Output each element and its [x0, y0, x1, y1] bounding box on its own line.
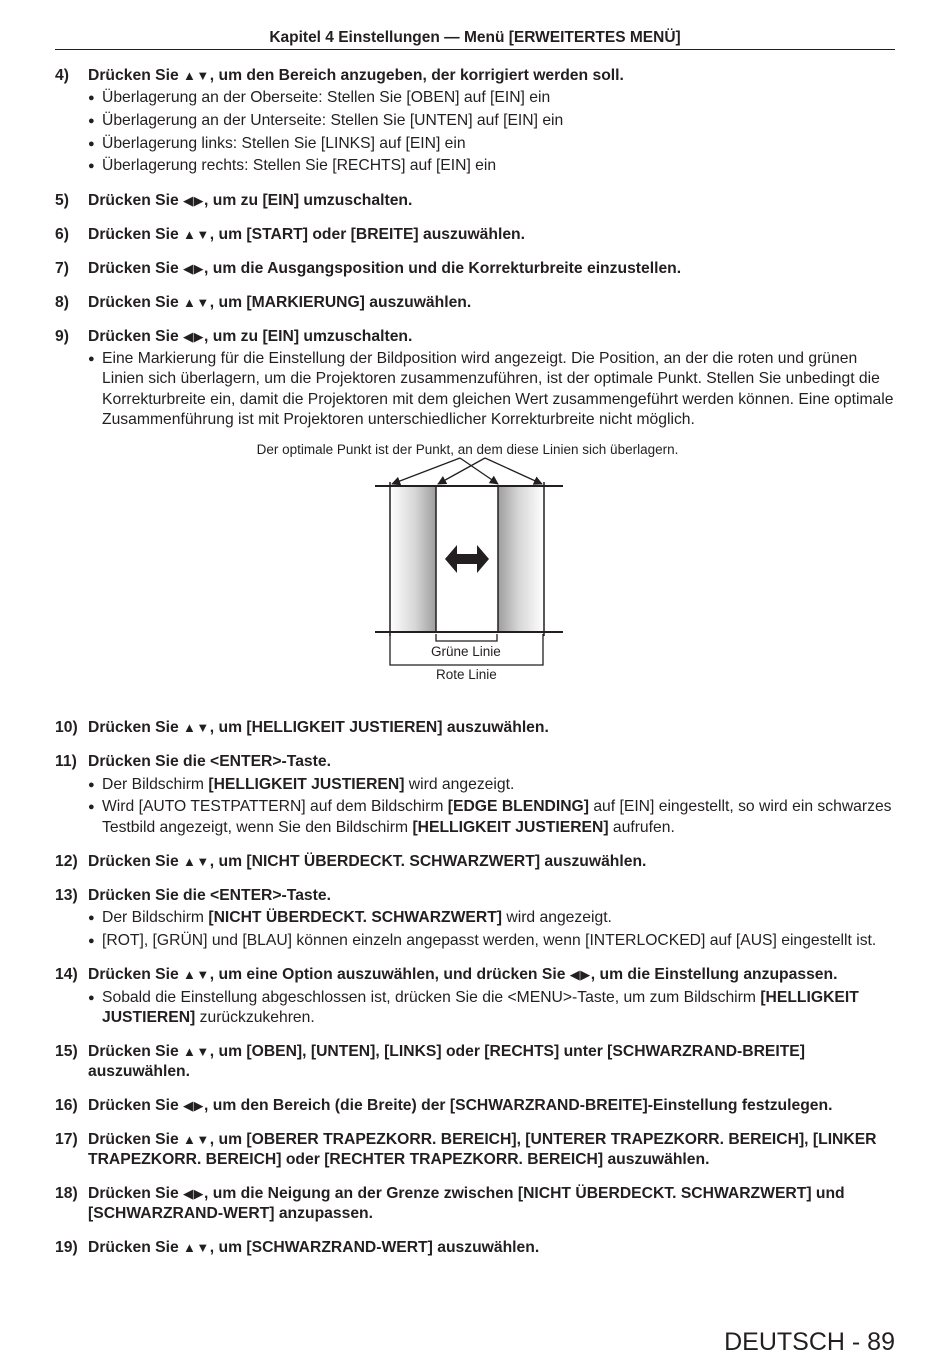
bullet-dot-icon: ●	[88, 991, 95, 1004]
red-line-label: Rote Linie	[436, 667, 497, 683]
step-text-post: , um die Einstellung anzupassen.	[590, 966, 838, 984]
step-text	[88, 225, 895, 245]
step-text	[88, 259, 895, 279]
marker-diagram	[55, 438, 895, 704]
bullet-item	[88, 988, 895, 1029]
step-text-pre: Drücken Sie	[88, 1185, 184, 1203]
bullet-dot-icon: ●	[88, 160, 95, 173]
step-text-pre: Drücken Sie	[88, 1043, 184, 1061]
step-17	[55, 1130, 895, 1170]
step-text	[88, 886, 895, 906]
step-text	[88, 965, 895, 985]
instruction-list	[55, 66, 895, 1258]
step-number: 16)	[55, 1097, 78, 1115]
figure-caption: Der optimale Punkt ist der Punkt, an dem diese Linien sich überlagern.	[256, 442, 679, 458]
up-down-arrow-icon: ▲▼	[183, 294, 210, 310]
step-text-post: , um die Ausgangsposition und die Korrekturbreite einzustellen.	[204, 259, 682, 277]
bullet-item	[88, 797, 895, 838]
bullet-item	[88, 775, 895, 795]
bullet-text	[102, 931, 895, 951]
bullet-text	[102, 775, 895, 795]
step-10	[55, 718, 895, 738]
up-down-arrow-icon: ▲▼	[183, 967, 210, 983]
step-number: 6)	[55, 225, 69, 243]
step-number: 4)	[55, 67, 69, 84]
bullet-item	[88, 931, 895, 951]
bullet-dot-icon: ●	[88, 912, 95, 925]
step-text-post: , um [MARKIERUNG] auszuwählen.	[209, 293, 472, 311]
step-text	[88, 327, 895, 347]
bullet-dot-icon: ●	[88, 353, 95, 366]
bullet-item	[88, 349, 895, 430]
step-8	[55, 293, 895, 313]
bullet-text-segment: Wird [AUTO TESTPATTERN] auf dem Bildschirm	[102, 798, 448, 816]
bullet-text-segment: Überlagerung an der Unterseite: Stellen Sie [UNTEN] auf [EIN] ein	[102, 112, 564, 130]
bullet-text-segment: Der Bildschirm	[102, 909, 209, 927]
step-number: 18)	[55, 1185, 78, 1203]
up-down-arrow-icon: ▲▼	[183, 1044, 210, 1060]
step-text-pre: Drücken Sie	[88, 293, 184, 311]
step-text-post: , um [NICHT ÜBERDECKT. SCHWARZWERT] auszuwählen.	[209, 853, 647, 870]
step-number: 17)	[55, 1131, 78, 1149]
step-text-pre: Drücken Sie	[88, 719, 184, 737]
green-line-bracket	[436, 634, 497, 641]
step-16	[55, 1096, 895, 1116]
bullet-text	[102, 111, 895, 131]
step-text-pre: Drücken Sie	[88, 67, 184, 84]
bullet-text	[102, 349, 895, 430]
step-13	[55, 886, 895, 906]
bullet-text-segment: Überlagerung rechts: Stellen Sie [RECHTS] auf [EIN] ein	[102, 157, 497, 175]
step-text-pre: Drücken Sie	[88, 225, 184, 243]
bullet-text-segment: wird angezeigt.	[502, 909, 612, 927]
up-down-arrow-icon: ▲▼	[183, 720, 210, 736]
step-number: 13)	[55, 887, 78, 904]
step-text-post: , um [OBEN], [UNTEN], [LINKS] oder [RECHTS] unter [SCHWARZRAND-BREITE] auszuwählen.	[88, 1043, 805, 1081]
bullet-text-segment: Der Bildschirm	[102, 775, 209, 793]
step-text-pre: Drücken Sie	[88, 853, 184, 870]
step-text	[88, 1042, 895, 1082]
double-arrow-icon	[445, 545, 489, 573]
bullet-text-segment: aufrufen.	[608, 818, 675, 836]
step-number: 14)	[55, 966, 78, 984]
bullet-text-bold: [HELLIGKEIT JUSTIEREN]	[102, 988, 859, 1027]
bullet-text	[102, 156, 895, 176]
pointer-arrow-4	[485, 458, 542, 484]
step-text	[88, 852, 895, 872]
step-text	[88, 293, 895, 313]
step-6	[55, 225, 895, 245]
bullet-text	[102, 908, 895, 928]
step-number: 15)	[55, 1043, 78, 1061]
left-right-arrow-icon: ◀▶	[183, 328, 205, 344]
bullet-text	[102, 797, 895, 838]
step-11	[55, 752, 895, 772]
step-4	[55, 66, 895, 86]
bullet-text	[102, 988, 895, 1029]
bullet-text-bold: [NICHT ÜBERDECKT. SCHWARZWERT]	[208, 909, 503, 927]
step-text-pre: Drücken Sie	[88, 1131, 184, 1149]
bullet-dot-icon: ●	[88, 801, 95, 814]
step-text	[88, 1096, 895, 1116]
left-right-arrow-icon: ◀▶	[183, 192, 205, 208]
step-5	[55, 191, 895, 211]
bullet-item	[88, 111, 895, 131]
step-text-post: , um den Bereich (die Breite) der [SCHWARZRAND-BREITE]-Einstellung festzulegen.	[204, 1097, 833, 1115]
step-number: 19)	[55, 1239, 78, 1257]
step-15	[55, 1042, 895, 1082]
bullet-text-bold: [HELLIGKEIT JUSTIEREN]	[208, 775, 405, 793]
step-9	[55, 327, 895, 347]
bullet-dot-icon: ●	[88, 137, 95, 150]
step-18	[55, 1184, 895, 1224]
step-text-pre: Drücken Sie die <ENTER>-Taste.	[88, 753, 331, 771]
step-text-pre: Drücken Sie	[88, 1239, 184, 1257]
up-down-arrow-icon: ▲▼	[183, 1132, 210, 1148]
bullet-text	[102, 88, 895, 108]
left-right-arrow-icon: ◀▶	[183, 1186, 205, 1202]
left-right-arrow-icon: ◀▶	[569, 967, 591, 983]
step-14	[55, 965, 895, 985]
step-text-post: , um zu [EIN] umzuschalten.	[204, 191, 413, 209]
step-text-post: , um [HELLIGKEIT JUSTIEREN] auszuwählen.	[209, 719, 549, 737]
left-right-arrow-icon: ◀▶	[183, 260, 205, 276]
bullet-text-segment: Überlagerung links: Stellen Sie [LINKS] auf [EIN] ein	[102, 134, 466, 152]
bullet-item	[88, 156, 895, 176]
up-down-arrow-icon: ▲▼	[183, 1240, 210, 1256]
step-text-post: , um den Bereich anzugeben, der korrigiert werden soll.	[209, 67, 624, 84]
edge-blending-marker-figure	[55, 438, 895, 704]
bullet-dot-icon: ●	[88, 115, 95, 128]
step-text	[88, 191, 895, 211]
step-number: 5)	[55, 191, 69, 209]
bullet-dot-icon: ●	[88, 778, 95, 791]
green-line-label: Grüne Linie	[431, 644, 501, 660]
bullet-text-bold: [EDGE BLENDING]	[447, 798, 589, 816]
left-right-arrow-icon: ◀▶	[183, 1098, 205, 1114]
step-text	[88, 752, 895, 772]
up-down-arrow-icon: ▲▼	[183, 68, 210, 83]
step-text-post: , um zu [EIN] umzuschalten.	[204, 327, 413, 345]
right-overlap-band	[498, 486, 544, 632]
bullet-text-segment: zurückzukehren.	[195, 1009, 315, 1027]
bullet-item	[88, 134, 895, 154]
step-7	[55, 259, 895, 279]
step-number: 11)	[55, 753, 77, 771]
bullet-text-segment: [ROT], [GRÜN] und [BLAU] können einzeln angepasst werden, wenn [INTERLOCKED] auf [AUS] eingestellt ist.	[102, 932, 877, 950]
up-down-arrow-icon: ▲▼	[183, 854, 210, 869]
step-number: 10)	[55, 719, 78, 737]
bullet-dot-icon: ●	[88, 92, 95, 105]
page-footer: DEUTSCH - 89	[724, 1328, 895, 1356]
step-number: 7)	[55, 259, 69, 277]
step-text-post: , um die Neigung an der Grenze zwischen [NICHT ÜBERDECKT. SCHWARZWERT] und [SCHWARZRAND-WERT] anzupassen.	[88, 1185, 845, 1223]
step-text-post: , um [SCHWARZRAND-WERT] auszuwählen.	[209, 1239, 540, 1257]
step-text-pre: Drücken Sie	[88, 191, 184, 209]
bullet-text-segment: Sobald die Einstellung abgeschlossen ist, drücken Sie die <MENU>-Taste, um zum Bildschirm	[102, 988, 761, 1006]
step-text	[88, 1184, 895, 1224]
bullet-dot-icon: ●	[88, 935, 95, 948]
step-text-post: , um [START] oder [BREITE] auszuwählen.	[209, 225, 525, 243]
step-text-post: , um [OBERER TRAPEZKORR. BEREICH], [UNTERER TRAPEZKORR. BEREICH], [LINKER TRAPEZKORR. BEREICH] oder [RECHTER TRAPEZKORR. BEREICH] auszuwählen.	[88, 1131, 877, 1169]
step-text	[88, 1238, 895, 1258]
step-text-pre: Drücken Sie	[88, 1097, 184, 1115]
bullet-text-segment: auf [EIN] eingestellt, so wird ein schwarzes Testbild angezeigt, wenn Sie den Bildschirm	[102, 798, 892, 836]
pointer-arrow-1	[392, 458, 460, 484]
step-text-pre: Drücken Sie	[88, 966, 184, 984]
step-text	[88, 1130, 895, 1170]
step-text-pre: Drücken Sie die <ENTER>-Taste.	[88, 887, 331, 904]
bullet-item	[88, 88, 895, 108]
bullet-text-bold: [HELLIGKEIT JUSTIEREN]	[412, 818, 609, 836]
step-19	[55, 1238, 895, 1258]
step-text-pre: Drücken Sie	[88, 327, 184, 345]
bullet-item	[88, 908, 895, 928]
left-overlap-band	[390, 486, 436, 632]
bullet-text-segment: Eine Markierung für die Einstellung der Bildposition wird angezeigt. Die Position, an der die roten und grünen Linien sich überlagern, um die Projektoren zusammenzuführen, ist der optimale Punkt. Stellen Sie unbedingt die Korrekturbreite ein, damit die Projektoren mit dem gleichen Wert zusammengeführt werden können. Eine optimale Zusammenführung ist mit Projektoren unterschiedlicher Korrekturbreite nicht möglich.	[102, 350, 894, 429]
step-text	[88, 718, 895, 738]
up-down-arrow-icon: ▲▼	[183, 226, 210, 242]
step-number: 9)	[55, 327, 69, 345]
bullet-text-segment: wird angezeigt.	[404, 775, 515, 793]
bullet-text	[102, 134, 895, 154]
step-text-pre: Drücken Sie	[88, 259, 184, 277]
step-text-post: , um eine Option auszuwählen, und drücken Sie	[209, 966, 570, 984]
chapter-header: Kapitel 4 Einstellungen — Menü [ERWEITERTES MENÜ]	[55, 29, 895, 50]
step-text	[88, 66, 895, 86]
step-12	[55, 852, 895, 872]
step-number: 8)	[55, 293, 69, 311]
bullet-text-segment: Überlagerung an der Oberseite: Stellen Sie [OBEN] auf [EIN] ein	[102, 89, 551, 107]
step-number: 12)	[55, 853, 78, 870]
